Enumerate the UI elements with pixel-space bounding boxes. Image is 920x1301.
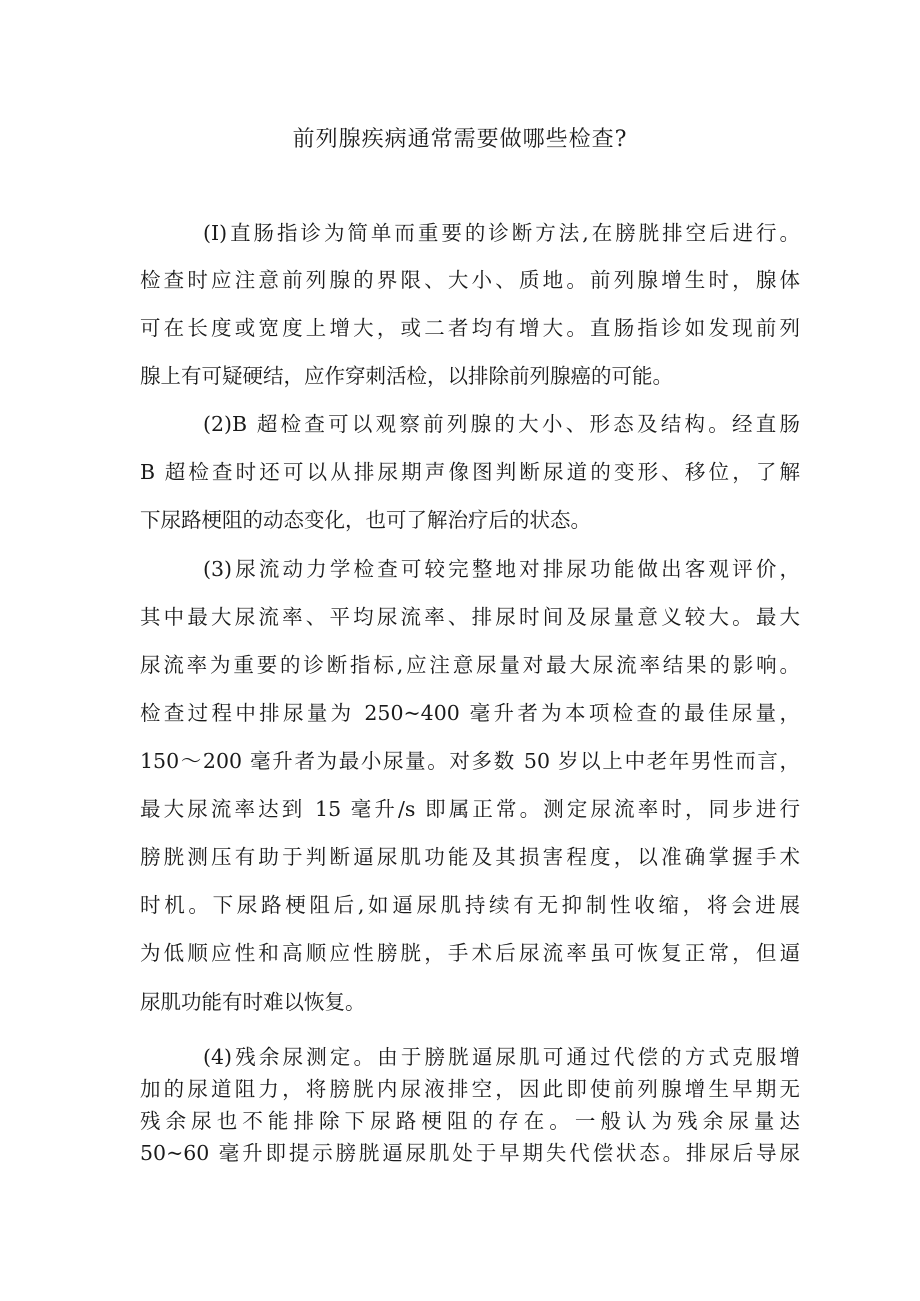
paragraph-4-line-4: 50~60 毫升即提示膀胱逼尿肌处于早期失代偿状态。排尿后导尿	[140, 1141, 800, 1165]
paragraph-4-line-2: 加的尿道阻力，将膀胱内尿液排空，因此即使前列腺增生早期无	[140, 1077, 800, 1101]
paragraph-1-line-2: 检查时应注意前列腺的界限、大小、质地。前列腺增生时，腺体	[140, 268, 800, 292]
paragraph-3-line-3: 尿流率为重要的诊断指标,应注意尿量对最大尿流率结果的影响。	[140, 653, 800, 677]
paragraph-2-line-2: B 超检查时还可以从排尿期声像图判断尿道的变形、移位，了解	[140, 460, 800, 484]
paragraph-4-line-1: (4)残余尿测定。由于膀胱逼尿肌可通过代偿的方式克服增	[203, 1045, 800, 1069]
paragraph-3-line-7: 膀胱测压有助于判断逼尿肌功能及其损害程度，以准确掌握手术	[140, 845, 800, 869]
paragraph-1-line-3: 可在长度或宽度上增大，或二者均有增大。直肠指诊如发现前列	[140, 316, 800, 340]
paragraph-3-line-4: 检查过程中排尿量为 250~400 毫升者为本项检查的最佳尿量，	[140, 701, 800, 725]
paragraph-3-line-5: 150～200 毫升者为最小尿量。对多数 50 岁以上中老年男性而言，	[140, 749, 800, 773]
paragraph-2-line-3: 下尿路梗阻的动态变化，也可了解治疗后的状态。	[140, 508, 591, 532]
paragraph-2-line-1: (2)B 超检查可以观察前列腺的大小、形态及结构。经直肠	[203, 412, 800, 436]
paragraph-1-line-1: (I)直肠指诊为简单而重要的诊断方法,在膀胱排空后进行。	[203, 221, 800, 245]
paragraph-1-line-4: 腺上有可疑硬结，应作穿刺活检，以排除前列腺癌的可能。	[140, 364, 673, 388]
paragraph-3-line-9: 为低顺应性和高顺应性膀胱，手术后尿流率虽可恢复正常，但逼	[140, 941, 800, 965]
paragraph-4-line-3: 残余尿也不能排除下尿路梗阻的存在。一般认为残余尿量达	[140, 1109, 800, 1133]
paragraph-3-line-6: 最大尿流率达到 15 毫升/s 即属正常。测定尿流率时，同步进行	[140, 797, 800, 821]
paragraph-3-line-2: 其中最大尿流率、平均尿流率、排尿时间及尿量意义较大。最大	[140, 605, 800, 629]
paragraph-3-line-8: 时机。下尿路梗阻后,如逼尿肌持续有无抑制性收缩，将会进展	[140, 893, 800, 917]
page-title: 前列腺疾病通常需要做哪些检查?	[292, 127, 628, 152]
paragraph-3-line-10: 尿肌功能有时难以恢复。	[140, 990, 366, 1014]
paragraph-3-line-1: (3)尿流动力学检查可较完整地对排尿功能做出客观评价，	[203, 557, 800, 581]
